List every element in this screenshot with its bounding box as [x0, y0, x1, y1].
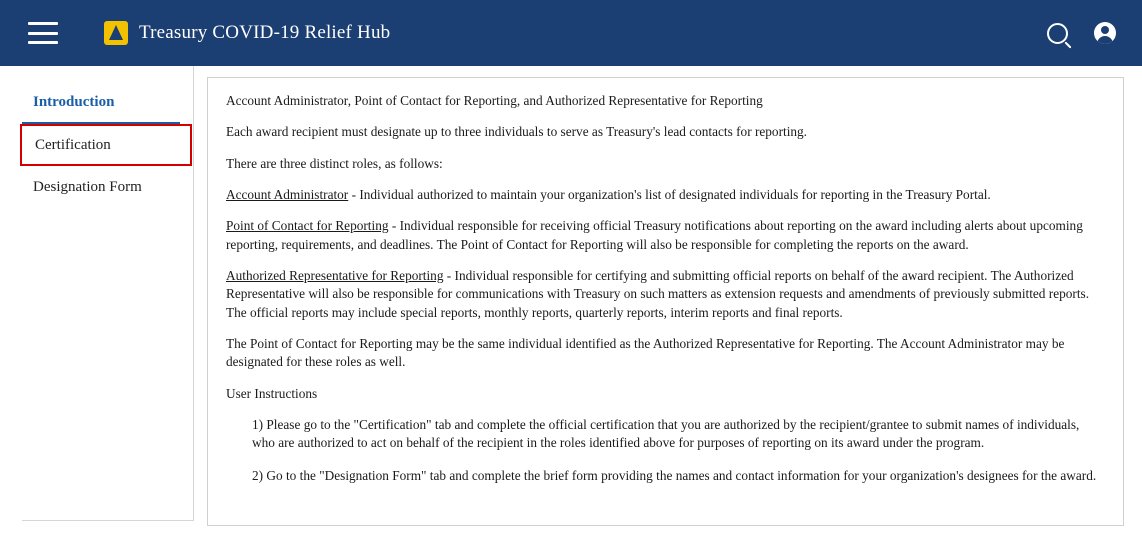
sidebar-nav: [22, 66, 194, 521]
user-account-icon[interactable]: [1094, 22, 1116, 44]
sidebar-item-designation-form[interactable]: [22, 166, 193, 208]
role-description: - Individual authorized to maintain your organization's list of designated individuals for reporting in the Treasury Portal.: [348, 187, 991, 203]
content-roles-lead: There are three distinct roles, as follows:: [226, 155, 443, 171]
instructions-heading: User Instructions: [226, 385, 318, 401]
sidebar-item-label: Introduction: [33, 93, 115, 110]
page-body: [0, 66, 1142, 539]
search-icon[interactable]: [1047, 23, 1068, 44]
content-heading: Account Administrator, Point of Contact for Reporting, and Authorized Representative for Reporting: [226, 93, 763, 108]
role-term: Account Administrator: [226, 187, 349, 203]
hamburger-bar: [28, 41, 58, 44]
role-point-of-contact: [226, 217, 1105, 254]
hamburger-bar: [28, 22, 58, 25]
role-term: Authorized Representative for Reporting: [226, 268, 444, 284]
sidebar-item-certification[interactable]: [20, 124, 192, 166]
treasury-shield-logo-icon: [104, 21, 128, 45]
sidebar-item-introduction[interactable]: [22, 82, 180, 124]
content-intro: Each award recipient must designate up to three individuals to serve as Treasury's lead contacts for reporting.: [226, 124, 808, 140]
role-authorized-representative: [226, 267, 1105, 322]
search-glyph: [1047, 23, 1068, 44]
content-note: The Point of Contact for Reporting may be the same individual identified as the Authorized Representative for Reporting. The Account Administrator may be designated for these roles as well.: [226, 336, 1065, 370]
instruction-item-2: 2) Go to the "Designation Form" tab and complete the brief form providing the names and contact information for your organization's designees for the award.: [252, 467, 1097, 483]
role-description: - Individual responsible for receiving official Treasury notifications about reporting on the award including alerts about upcoming reporting, requirements, and deadlines. The Point of Contact for Reporting will also be responsible for completing the reports on the award.: [226, 218, 1083, 252]
app-title: Treasury COVID-19 Relief Hub: [139, 22, 391, 43]
instruction-item-1: 1) Please go to the "Certification" tab and complete the official certification that you are authorized by the recipient/grantee to submit names of individuals, who are authorized to act on behalf of the recipient in the roles identified above for purposes of reporting on its award under the program.: [252, 417, 1080, 451]
role-description: - Individual responsible for certifying and submitting official reports on behalf of the award recipient. The Authorized Representative will also be responsible for communications with Treasury on such matters as extension requests and amendments of previously submitted reports. The official reports may include special reports, monthly reports, quarterly reports, interim reports and final reports.: [226, 268, 1090, 320]
avatar: [1094, 22, 1116, 44]
hamburger-menu-icon[interactable]: [28, 22, 58, 44]
role-term: Point of Contact for Reporting: [226, 218, 389, 234]
hamburger-bar: [28, 32, 58, 35]
content-panel: [207, 77, 1124, 526]
sidebar-item-label: Certification: [35, 136, 111, 153]
app-header: [0, 0, 1142, 66]
role-account-administrator: [226, 186, 1105, 204]
sidebar-item-label: Designation Form: [33, 178, 142, 195]
